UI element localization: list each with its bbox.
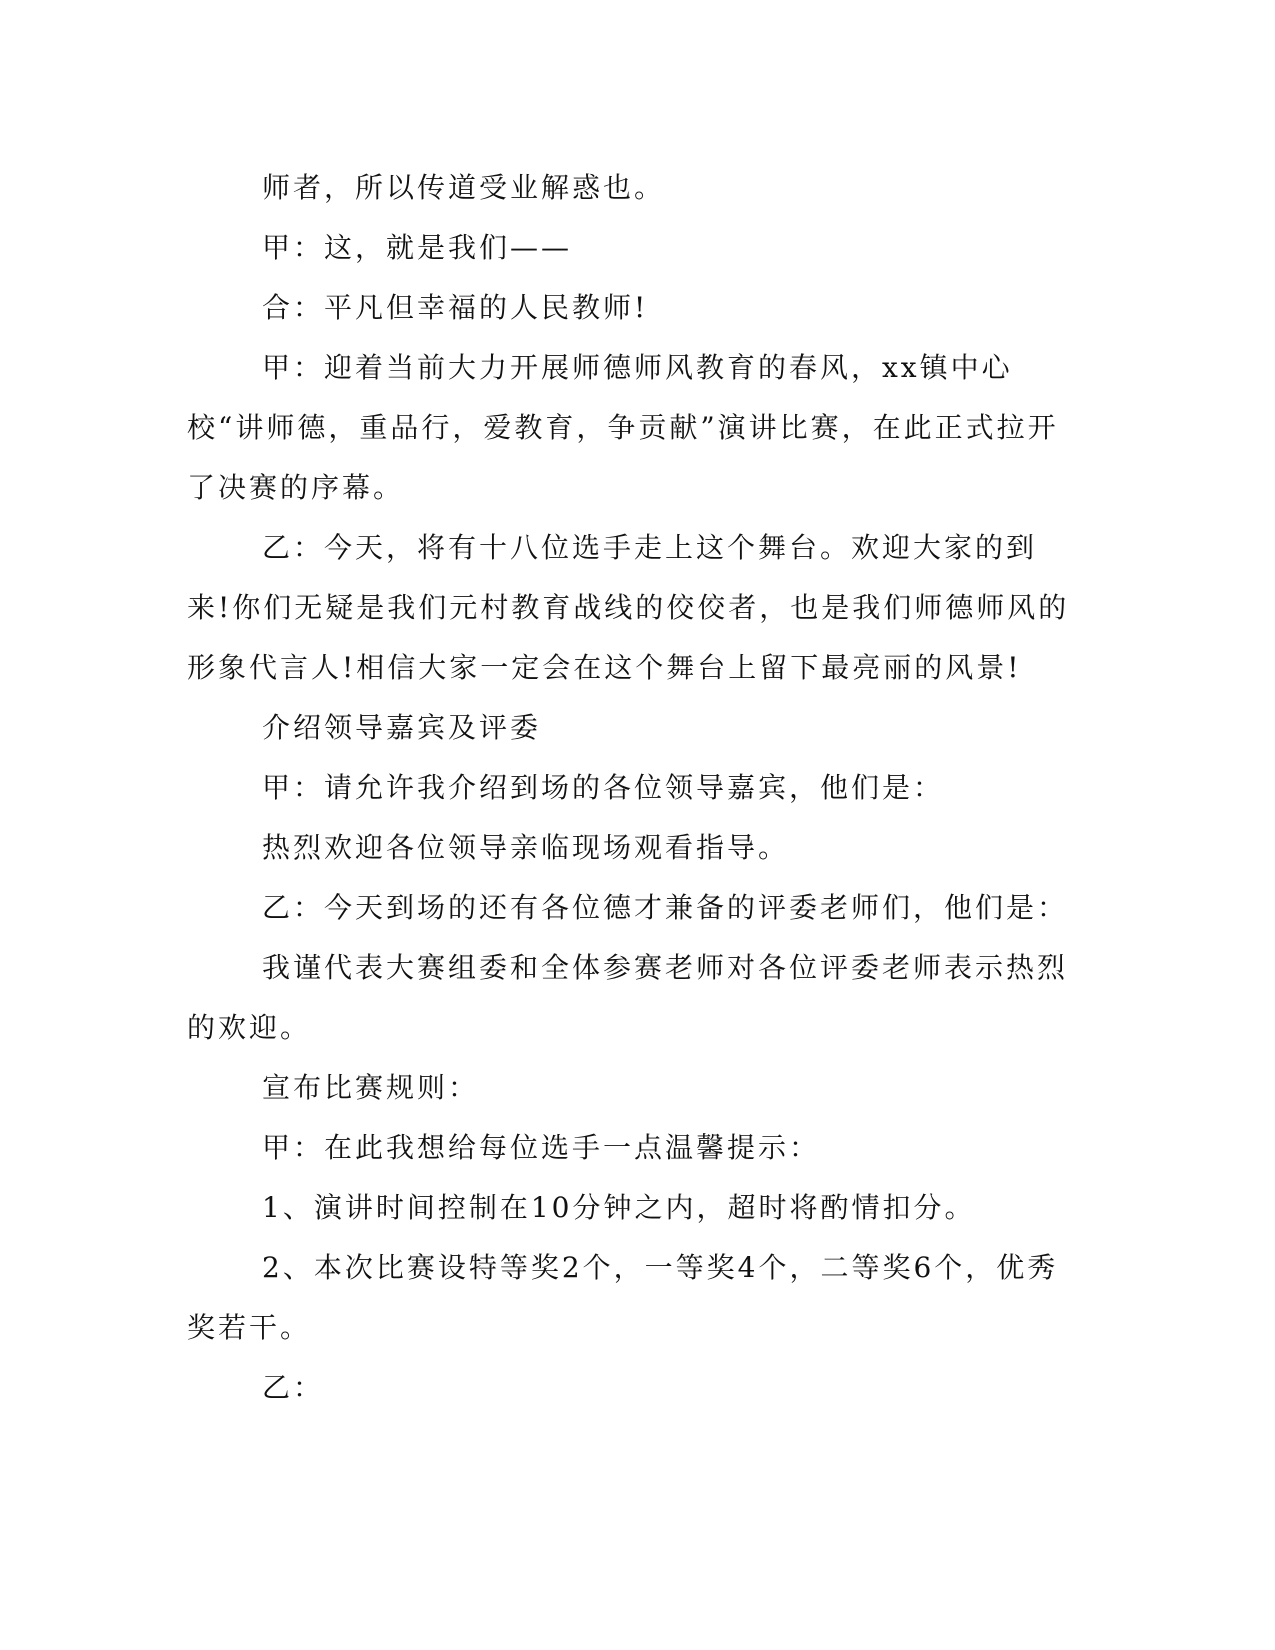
paragraph: 乙：今天到场的还有各位德才兼备的评委老师们，他们是： <box>262 891 1069 924</box>
list-item: 2、本次比赛设特等奖2个，一等奖4个，二等奖6个，优秀奖若干。 <box>187 1251 1059 1344</box>
paragraph: 甲：请允许我介绍到场的各位领导嘉宾，他们是： <box>262 771 945 804</box>
paragraph: 乙： <box>262 1371 325 1404</box>
list-item: 1、演讲时间控制在10分钟之内，超时将酌情扣分。 <box>262 1191 976 1224</box>
paragraph: 合：平凡但幸福的人民教师! <box>262 291 649 324</box>
paragraph: 甲：迎着当前大力开展师德师风教育的春风，xx镇中心校“讲师德，重品行，爱教育，争贡献”演讲比赛，在此正式拉开了决赛的序幕。 <box>187 351 1059 504</box>
paragraph: 热烈欢迎各位领导亲临现场观看指导。 <box>262 831 790 864</box>
paragraph: 乙：今天，将有十八位选手走上这个舞台。欢迎大家的到来!你们无疑是我们元村教育战线的佼佼者，也是我们师德师风的形象代言人!相信大家一定会在这个舞台上留下最亮丽的风景! <box>187 531 1070 684</box>
paragraph: 甲：这，就是我们—— <box>262 231 573 264</box>
section-heading: 介绍领导嘉宾及评委 <box>262 711 542 744</box>
paragraph: 甲：在此我想给每位选手一点温馨提示： <box>262 1131 821 1164</box>
paragraph: 师者，所以传道受业解惑也。 <box>262 171 666 204</box>
paragraph: 我谨代表大赛组委和全体参赛老师对各位评委老师表示热烈的欢迎。 <box>187 951 1069 1044</box>
section-heading: 宣布比赛规则： <box>262 1071 480 1104</box>
document-body <box>187 158 1077 1418</box>
